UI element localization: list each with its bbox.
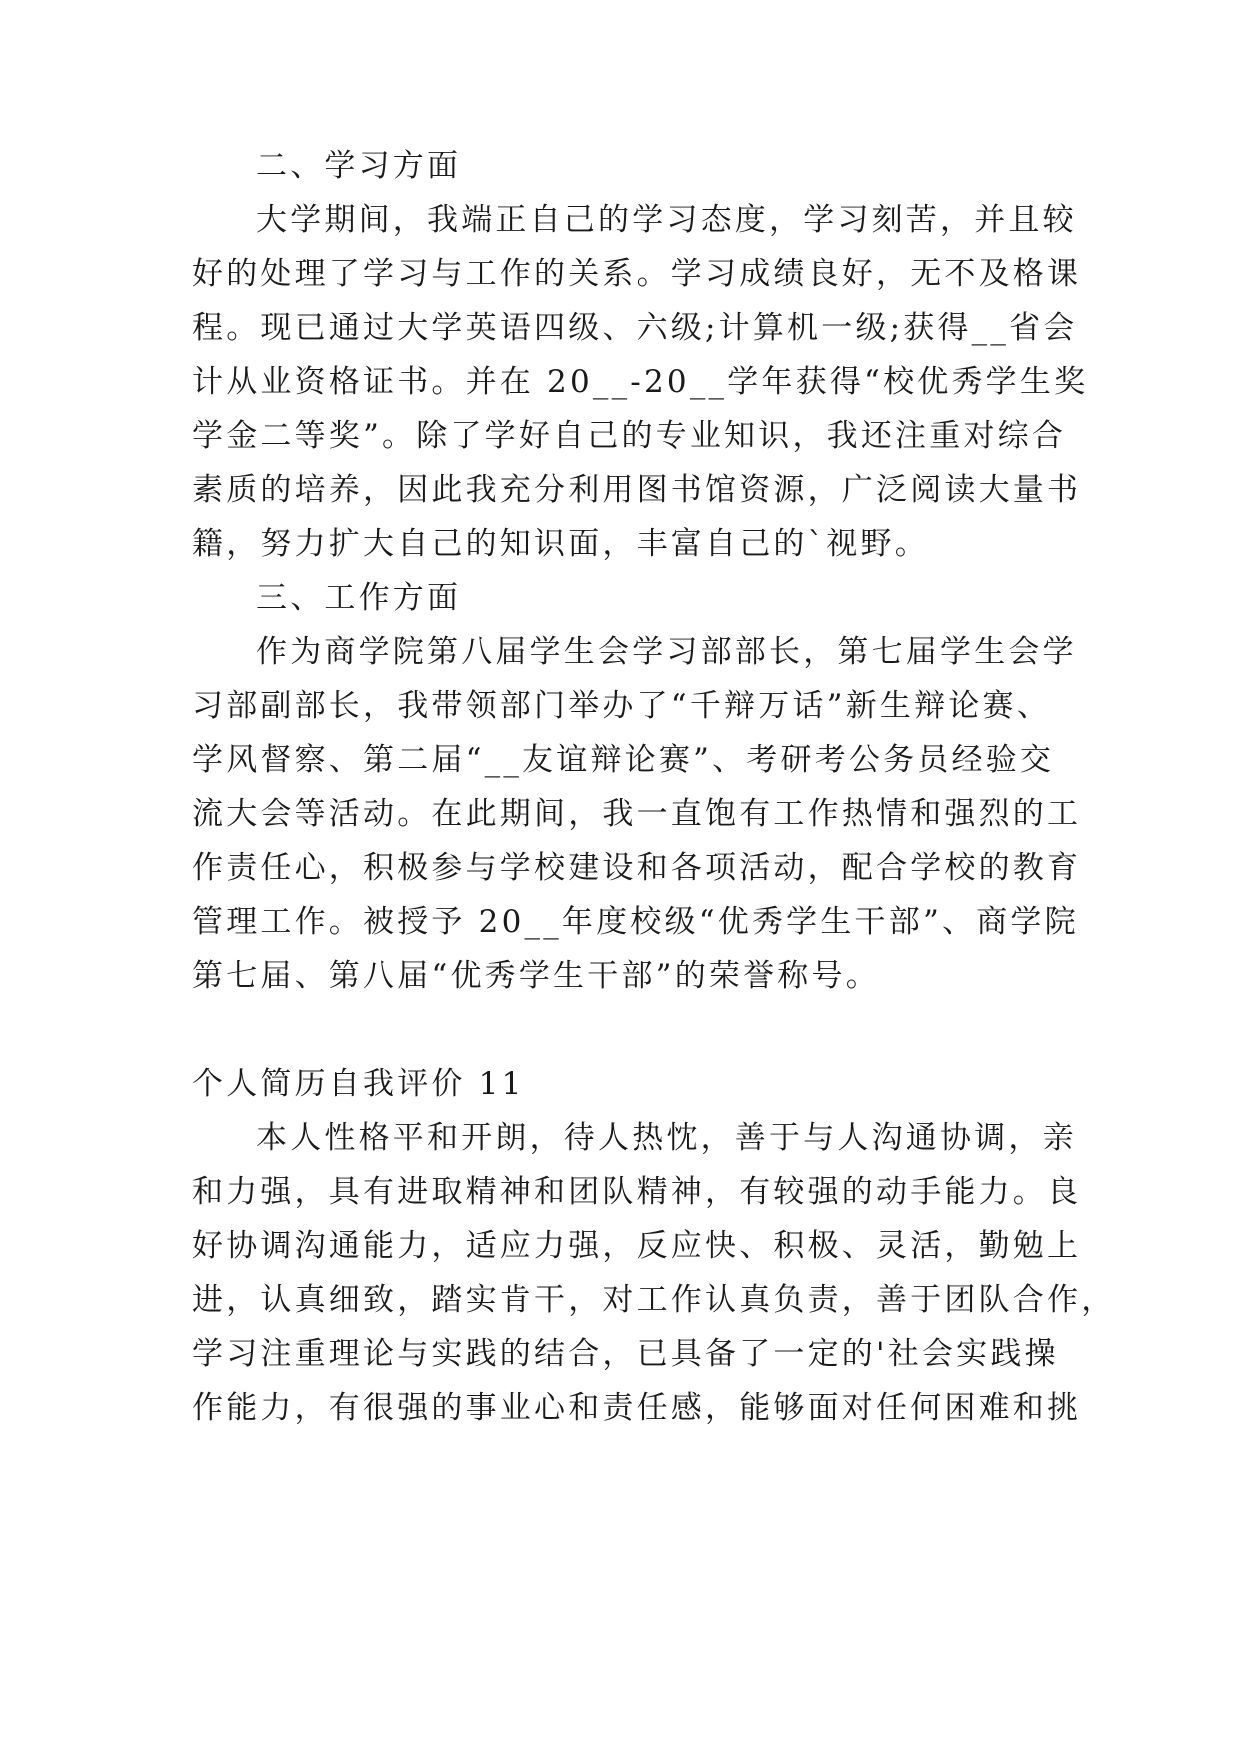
paragraph-line: 进，认真细致，踏实肯干，对工作认真负责，善于团队合作， bbox=[192, 1282, 1116, 1318]
section-heading-work: 三、工作方面 bbox=[256, 580, 462, 616]
paragraph-line: 学习注重理论与实践的结合，已具备了一定的'社会实践操 bbox=[192, 1336, 1059, 1372]
paragraph-line: 作能力，有很强的事业心和责任感，能够面对任何困难和挑 bbox=[192, 1390, 1082, 1426]
paragraph-line: 素质的培养，因此我充分利用图书馆资源，广泛阅读大量书 bbox=[192, 472, 1082, 508]
paragraph-line: 好的处理了学习与工作的关系。学习成绩良好，无不及格课 bbox=[192, 256, 1082, 292]
paragraph-line: 流大会等活动。在此期间，我一直饱有工作热情和强烈的工 bbox=[192, 796, 1082, 832]
section-heading-study: 二、学习方面 bbox=[256, 148, 462, 184]
paragraph-line: 籍，努力扩大自己的知识面，丰富自己的`视野。 bbox=[192, 526, 929, 562]
paragraph-line: 和力强，具有进取精神和团队精神，有较强的动手能力。良 bbox=[192, 1174, 1082, 1210]
paragraph-line: 计从业资格证书。并在 20__-20__学年获得“校优秀学生奖 bbox=[192, 364, 1089, 400]
section-title-self-evaluation: 个人简历自我评价 11 bbox=[192, 1066, 525, 1102]
paragraph-line: 作责任心，积极参与学校建设和各项活动，配合学校的教育 bbox=[192, 850, 1082, 886]
paragraph-line: 作为商学院第八届学生会学习部部长，第七届学生会学 bbox=[256, 634, 1077, 670]
paragraph-line: 学金二等奖”。除了学好自己的专业知识，我还注重对综合 bbox=[192, 418, 1067, 454]
paragraph-line: 第七届、第八届“优秀学生干部”的荣誉称号。 bbox=[192, 958, 880, 994]
paragraph-line: 大学期间，我端正自己的学习态度，学习刻苦，并且较 bbox=[256, 202, 1077, 238]
paragraph-line: 好协调沟通能力，适应力强，反应快、积极、灵活，勤勉上 bbox=[192, 1228, 1082, 1264]
paragraph-line: 学风督察、第二届“__友谊辩论赛”、考研考公务员经验交 bbox=[192, 742, 1055, 778]
paragraph-line: 本人性格平和开朗，待人热忱，善于与人沟通协调，亲 bbox=[256, 1120, 1077, 1156]
paragraph-line: 程。现已通过大学英语四级、六级;计算机一级;获得__省会 bbox=[192, 310, 1078, 346]
paragraph-line: 管理工作。被授予 20__年度校级“优秀学生干部”、商学院 bbox=[192, 904, 1079, 940]
paragraph-line: 习部副部长，我带领部门举办了“千辩万话”新生辩论赛、 bbox=[192, 688, 1051, 724]
